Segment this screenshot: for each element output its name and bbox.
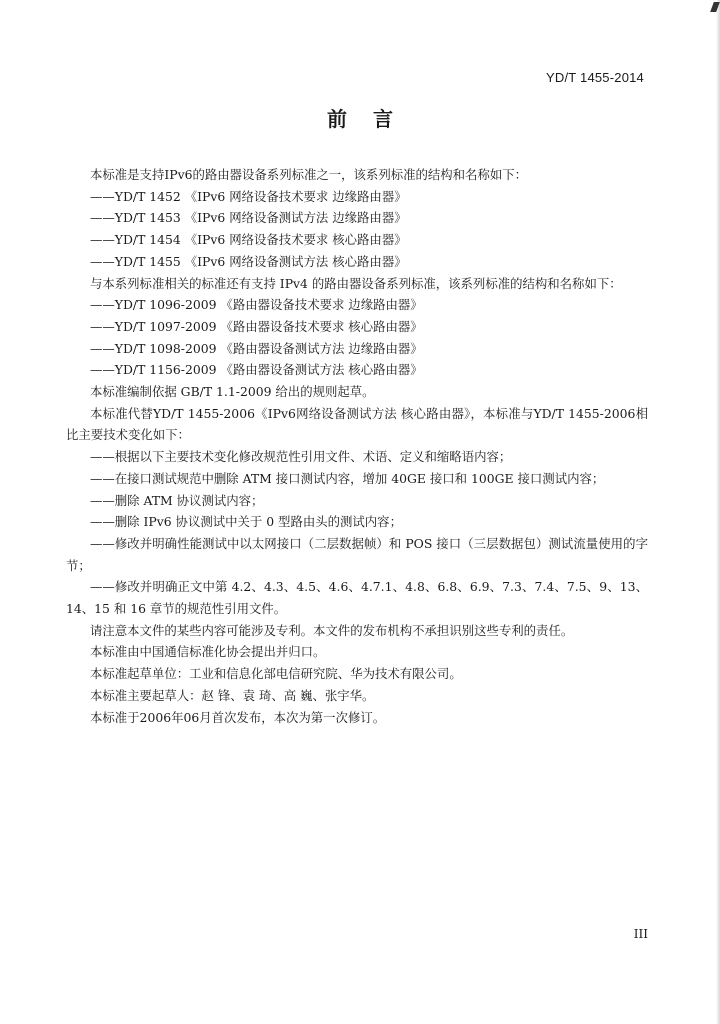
paragraph-replacement: 本标准代替YD/T 1455-2006《IPv6网络设备测试方法 核心路由器》，本标准与YD/T 1455-2006相比主要技术变化如下：	[66, 405, 648, 443]
foreword-body	[66, 164, 648, 728]
paragraph-history: 本标准于2006年06月首次发布，本次为第一次修订。	[90, 709, 386, 725]
paragraph-intro: 本标准是支持IPv6的路由器设备系列标准之一，该系列标准的结构和名称如下：	[90, 167, 528, 182]
paragraph-drafting-units: 本标准起草单位：工业和信息化部电信研究院、华为技术有限公司。	[90, 666, 462, 682]
scan-edge	[716, 0, 720, 1024]
change-item-atm: ——删除 ATM 协议测试内容；	[90, 492, 264, 508]
document-code: YD/T 1455-2014	[546, 70, 644, 85]
page-number: III	[633, 927, 648, 941]
paragraph-patent-notice: 请注意本文件的某些内容可能涉及专利。本文件的发布机构不承担识别这些专利的责任。	[90, 622, 574, 638]
paragraph-proposer: 本标准由中国通信标准化协会提出并归口。	[90, 644, 326, 660]
list-item-yd1453: ——YD/T 1453 《IPv6 网络设备测试方法 边缘路由器》	[90, 210, 407, 226]
list-item-yd1455: ——YD/T 1455 《IPv6 网络设备测试方法 核心路由器》	[90, 253, 407, 269]
change-item-routing-header: ——删除 IPv6 协议测试中关于 0 型路由头的测试内容；	[90, 514, 402, 530]
list-item-yd1454: ——YD/T 1454 《IPv6 网络设备技术要求 核心路由器》	[90, 232, 407, 248]
list-item-yd1098: ——YD/T 1098-2009 《路由器设备测试方法 边缘路由器》	[90, 340, 423, 356]
change-item-interfaces: ——在接口测试规范中删除 ATM 接口测试内容，增加 40GE 接口和 100GE 接口测试内容；	[90, 470, 605, 486]
list-item-yd1156: ——YD/T 1156-2009 《路由器设备测试方法 核心路由器》	[90, 362, 423, 378]
page-title: 前言	[327, 107, 419, 131]
list-item-yd1452: ——YD/T 1452 《IPv6 网络设备技术要求 边缘路由器》	[90, 188, 407, 204]
list-item-yd1097: ——YD/T 1097-2009 《路由器设备技术要求 核心路由器》	[90, 318, 423, 334]
paragraph-related-standards: 与本系列标准相关的标准还有支持 IPv4 的路由器设备系列标准，该系列标准的结构和名称如下：	[90, 275, 622, 291]
list-item-yd1096: ——YD/T 1096-2009 《路由器设备技术要求 边缘路由器》	[90, 297, 423, 313]
change-item-chapters: ——修改并明确正文中第 4.2、4.3、4.5、4.6、4.7.1、4.8、6.8、6.9、7.3、7.4、7.5、9、13、14、15 和 16 章节的规范性引用文件。	[66, 579, 648, 617]
paragraph-drafting-rules: 本标准编制依据 GB/T 1.1-2009 给出的规则起草。	[90, 384, 375, 400]
paragraph-drafters: 本标准主要起草人：赵 锋、袁 琦、高 巍、张宇华。	[90, 687, 375, 703]
change-item-references: ——根据以下主要技术变化修改规范性引用文件、术语、定义和缩略语内容；	[90, 449, 512, 465]
change-item-performance: ——修改并明确性能测试中以太网接口（二层数据帧）和 POS 接口（三层数据包）测试流量使用的字节；	[66, 535, 648, 573]
